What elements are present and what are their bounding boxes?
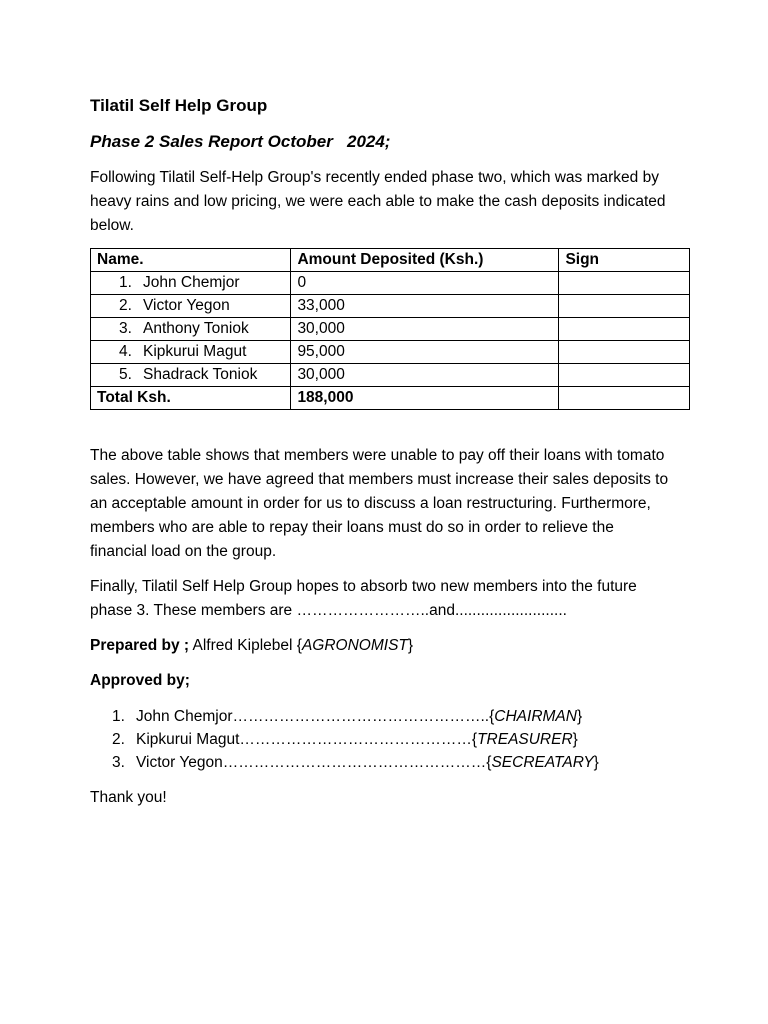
preparer-role: AGRONOMIST bbox=[301, 637, 408, 654]
member-name: Victor Yegon bbox=[143, 297, 230, 314]
row-number: 3. bbox=[119, 320, 132, 337]
sign-cell bbox=[559, 364, 690, 387]
table-row bbox=[91, 318, 690, 341]
sign-cell bbox=[559, 318, 690, 341]
signatory-line: Kipkurui Magut………………………………………{ bbox=[136, 731, 478, 748]
total-amount: 188,000 bbox=[291, 387, 559, 410]
list-number: 3. bbox=[112, 754, 125, 771]
amount-cell: 0 bbox=[291, 272, 559, 295]
amount-cell: 30,000 bbox=[291, 318, 559, 341]
header-sign: Sign bbox=[559, 249, 690, 272]
list-number: 2. bbox=[112, 731, 125, 748]
sign-cell bbox=[559, 341, 690, 364]
signatory-line: Victor Yegon……………………………………………{ bbox=[136, 754, 492, 771]
row-number: 4. bbox=[119, 343, 132, 360]
member-name-cell bbox=[91, 341, 291, 364]
member-name: Anthony Toniok bbox=[143, 320, 249, 337]
header-name: Name. bbox=[91, 249, 291, 272]
member-name-cell bbox=[91, 272, 291, 295]
signatory-line: John Chemjor…………………………………………..{ bbox=[136, 708, 495, 725]
table-row bbox=[91, 295, 690, 318]
sign-cell bbox=[559, 295, 690, 318]
list-item bbox=[112, 705, 690, 728]
amount-cell: 33,000 bbox=[291, 295, 559, 318]
row-number: 2. bbox=[119, 297, 132, 314]
table-total-row bbox=[91, 387, 690, 410]
signatory-role: TREASURER bbox=[477, 731, 573, 748]
list-item bbox=[112, 751, 690, 774]
member-name: John Chemjor bbox=[143, 274, 240, 291]
amount-cell: 95,000 bbox=[291, 341, 559, 364]
preparer-role-close: } bbox=[407, 637, 414, 654]
table-row bbox=[91, 341, 690, 364]
closing-text: Thank you! bbox=[90, 789, 167, 806]
signatory-role-close: } bbox=[576, 708, 583, 725]
document-title: Tilatil Self Help Group bbox=[90, 96, 268, 115]
prepared-by-label: Prepared by ; bbox=[90, 637, 190, 654]
row-number: 1. bbox=[119, 274, 132, 291]
preparer-name: Alfred Kiplebel { bbox=[189, 637, 302, 654]
signatory-role-close: } bbox=[593, 754, 599, 771]
signatory-role-close: } bbox=[572, 731, 578, 748]
loan-paragraph: The above table shows that members were unable to pay off their loans with tomato sales. However, we have agreed that members must increase their sales deposits to an acceptable amount in order for us to discuss a loan restructuring. Furthermore, members who are able to repay their loans must do so in order to relieve the financial load on the group. bbox=[90, 447, 669, 560]
list-item bbox=[112, 728, 690, 751]
sign-cell bbox=[559, 272, 690, 295]
table-row bbox=[91, 272, 690, 295]
member-name-cell bbox=[91, 364, 291, 387]
member-name: Shadrack Toniok bbox=[143, 366, 258, 383]
prepared-by-line bbox=[90, 634, 690, 658]
table-header-row bbox=[91, 249, 690, 272]
signatory-role: SECREATARY bbox=[491, 754, 594, 771]
header-amount: Amount Deposited (Ksh.) bbox=[291, 249, 559, 272]
member-name: Kipkurui Magut bbox=[143, 343, 247, 360]
amount-cell: 30,000 bbox=[291, 364, 559, 387]
total-label: Total Ksh. bbox=[91, 387, 291, 410]
member-name-cell bbox=[91, 318, 291, 341]
signatories-list bbox=[90, 705, 690, 774]
approved-by-label: Approved by; bbox=[90, 672, 190, 689]
report-subtitle: Phase 2 Sales Report October 2024; bbox=[90, 132, 391, 151]
total-sign-cell bbox=[559, 387, 690, 410]
list-number: 1. bbox=[112, 708, 125, 725]
new-members-paragraph: Finally, Tilatil Self Help Group hopes to absorb two new members into the future phase 3. These members are ……………………..and.......................... bbox=[90, 578, 637, 619]
signatory-role: CHAIRMAN bbox=[494, 708, 577, 725]
table-row bbox=[91, 364, 690, 387]
deposits-table bbox=[90, 248, 690, 410]
intro-paragraph: Following Tilatil Self-Help Group's recently ended phase two, which was marked by heavy rains and low pricing, we were each able to make the cash deposits indicated below. bbox=[90, 169, 666, 234]
member-name-cell bbox=[91, 295, 291, 318]
row-number: 5. bbox=[119, 366, 132, 383]
